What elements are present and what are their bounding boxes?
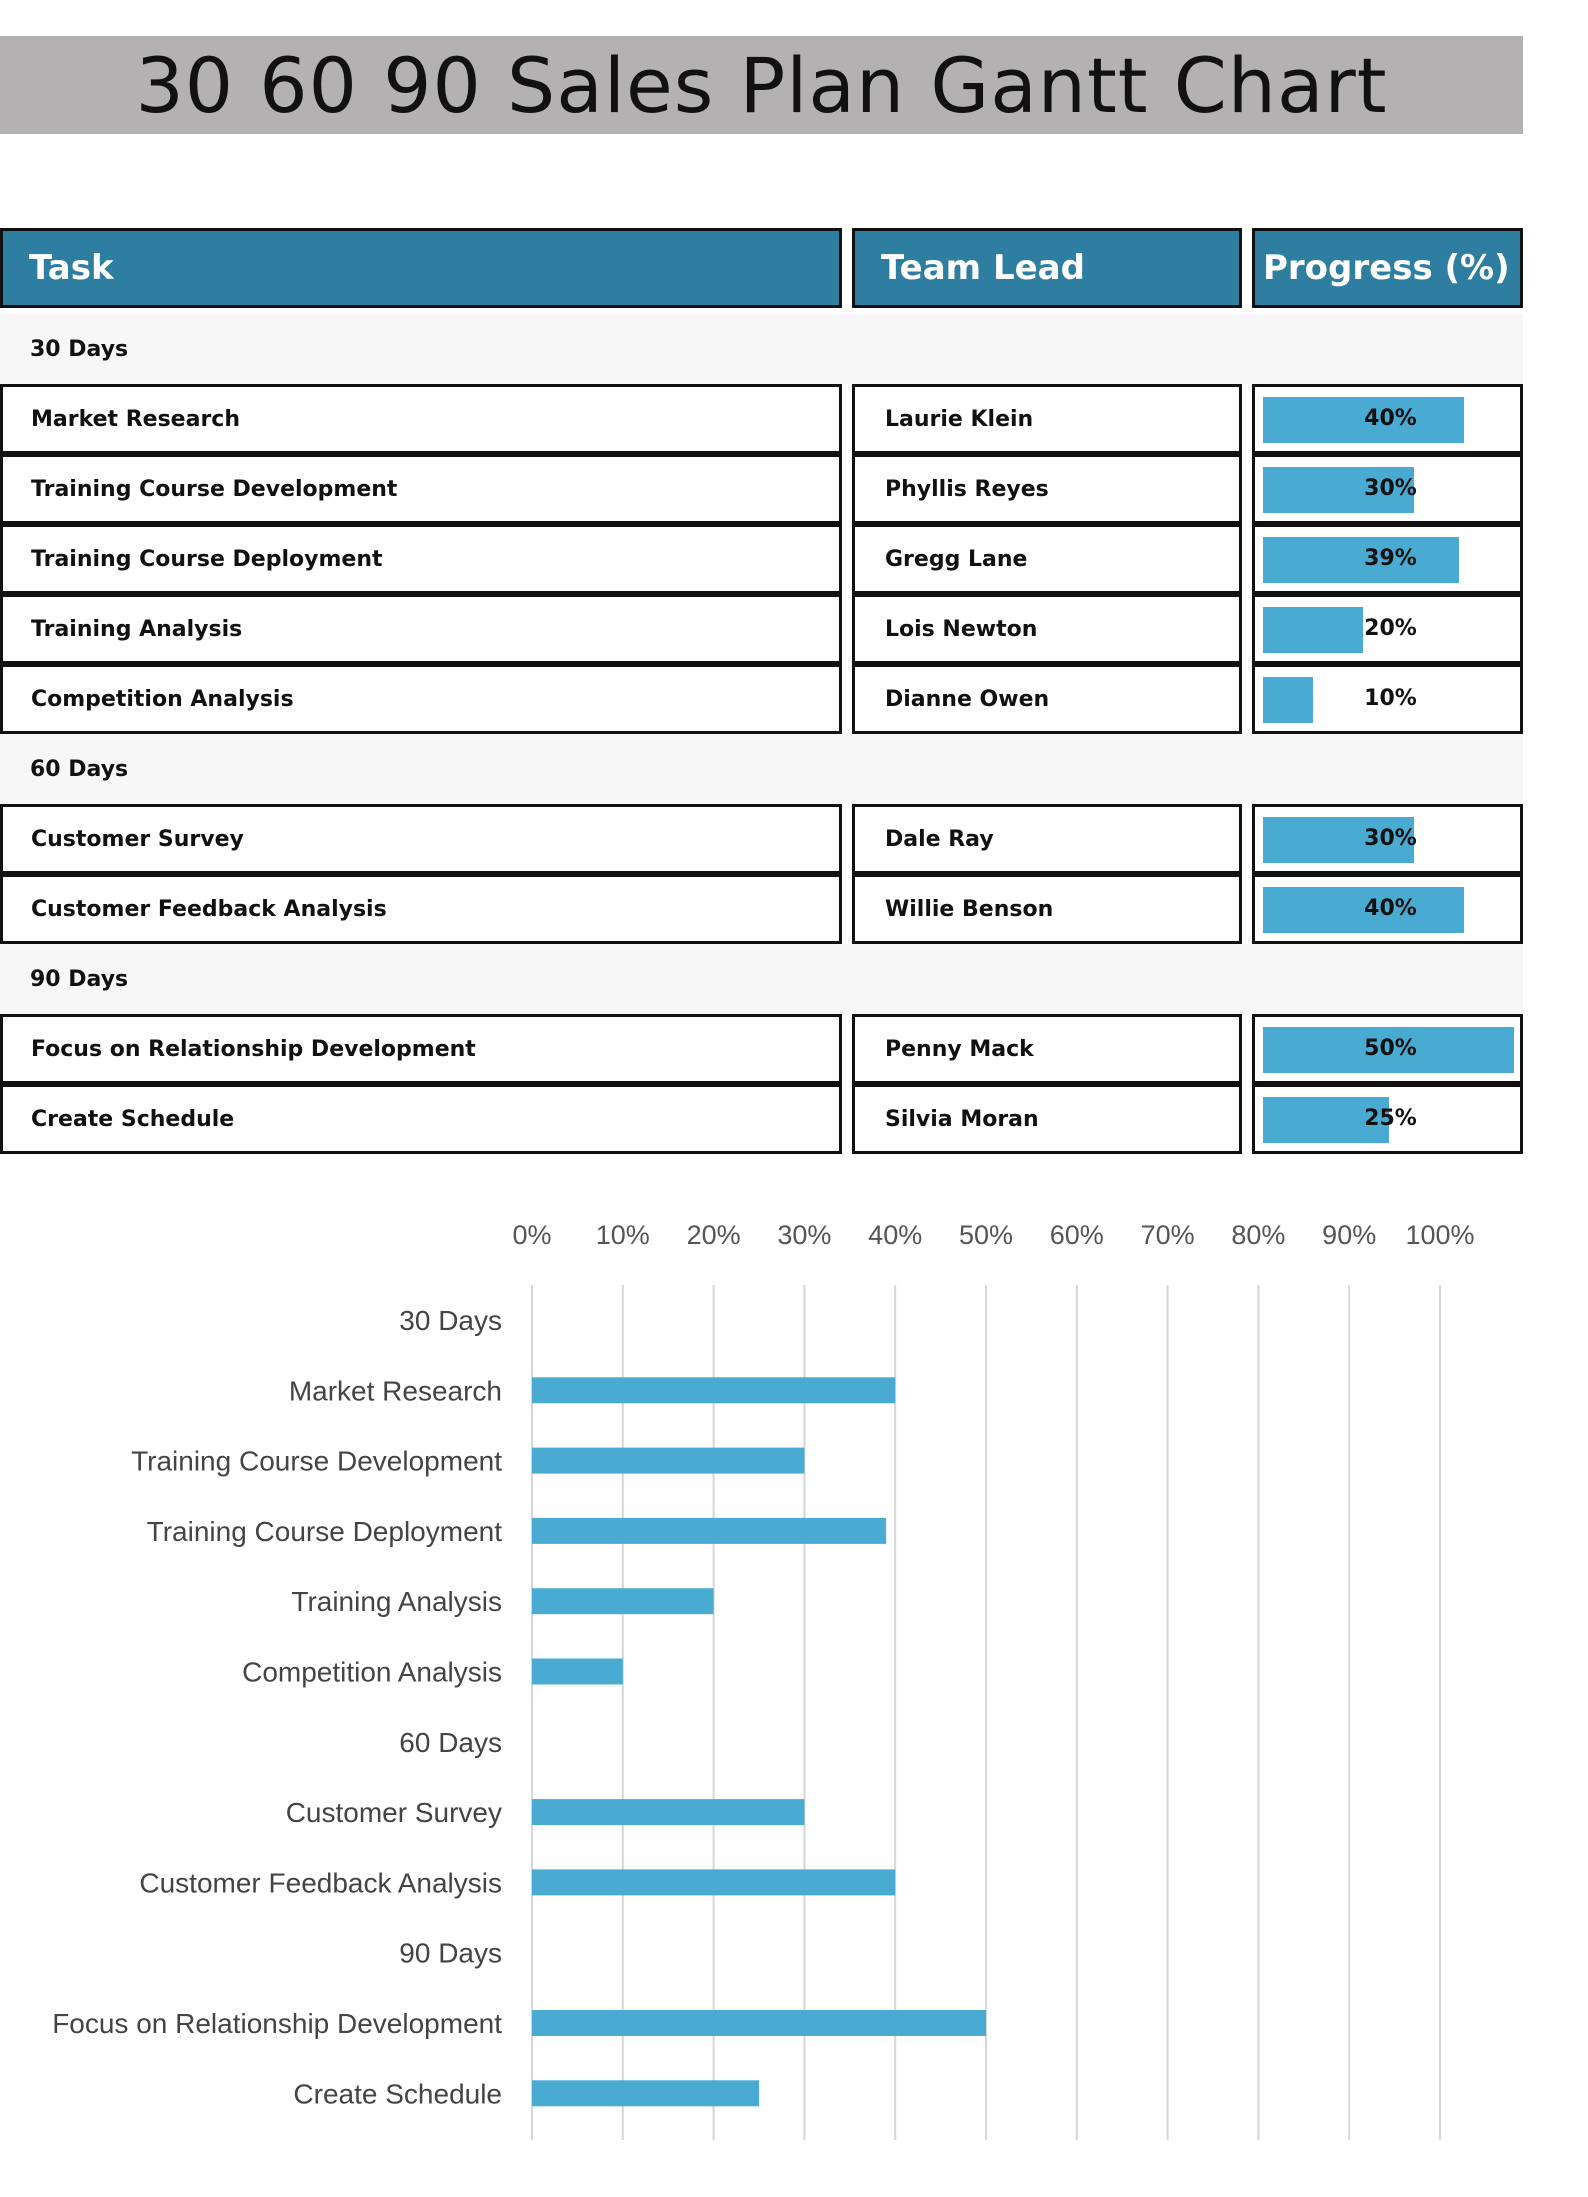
- team-lead-cell: Lois Newton: [852, 594, 1242, 664]
- task-cell: Training Course Deployment: [0, 524, 842, 594]
- task-cell: Training Course Development: [0, 454, 842, 524]
- progress-cell: [1252, 874, 1523, 944]
- section-label: 60 Days: [30, 756, 129, 782]
- team-lead-cell: Dale Ray: [852, 804, 1242, 874]
- header-task: Task: [0, 228, 842, 308]
- task-cell: Competition Analysis: [0, 664, 842, 734]
- task-cell: Customer Survey: [0, 804, 842, 874]
- bar: [532, 1448, 804, 1474]
- category-label: 90 Days: [399, 1937, 502, 1969]
- category-label: Training Course Deployment: [146, 1515, 502, 1547]
- section-row: [0, 734, 1523, 804]
- progress-label: 20%: [1364, 616, 1417, 641]
- x-tick-label: 50%: [958, 1220, 1014, 1250]
- x-tick-label: 20%: [686, 1220, 741, 1250]
- task-cell: Focus on Relationship Development: [0, 1014, 842, 1084]
- header-team-lead: Team Lead: [852, 228, 1242, 308]
- progress-cell: [1252, 454, 1523, 524]
- category-label: Training Course Development: [131, 1445, 502, 1477]
- bar: [532, 1588, 714, 1614]
- progress-cell: [1252, 1014, 1523, 1084]
- team-lead-cell: Willie Benson: [852, 874, 1242, 944]
- section-row: [0, 944, 1523, 1014]
- bar: [532, 1869, 895, 1895]
- progress-cell: [1252, 1084, 1523, 1154]
- category-label: Training Analysis: [291, 1586, 502, 1618]
- category-label: 60 Days: [399, 1726, 502, 1758]
- progress-cell: [1252, 804, 1523, 874]
- title-bar: [0, 36, 1523, 134]
- team-lead-cell: Silvia Moran: [852, 1084, 1242, 1154]
- progress-cell: [1252, 594, 1523, 664]
- bar: [532, 2010, 986, 2036]
- progress-label: 10%: [1364, 686, 1417, 711]
- team-lead-cell: Gregg Lane: [852, 524, 1242, 594]
- category-label: Competition Analysis: [242, 1656, 502, 1688]
- page-title: 30 60 90 Sales Plan Gantt Chart: [135, 40, 1388, 130]
- bar: [532, 1518, 886, 1544]
- section-row: [0, 314, 1523, 384]
- category-label: Customer Feedback Analysis: [139, 1867, 502, 1899]
- progress-label: 30%: [1364, 826, 1417, 851]
- team-lead-cell: Laurie Klein: [852, 384, 1242, 454]
- x-tick-label: 70%: [1140, 1220, 1195, 1250]
- x-tick-label: 60%: [1049, 1220, 1104, 1250]
- progress-label: 25%: [1364, 1106, 1417, 1131]
- x-tick-label: 10%: [595, 1220, 650, 1250]
- progress-cell: [1252, 524, 1523, 594]
- progress-label: 40%: [1364, 406, 1417, 431]
- section-label: 90 Days: [30, 966, 129, 992]
- header-progress: Progress (%): [1252, 228, 1523, 308]
- category-label: Focus on Relationship Development: [52, 2008, 502, 2039]
- gantt-chart: [0, 1190, 1588, 2190]
- x-tick-label: 40%: [868, 1220, 923, 1250]
- progress-label: 40%: [1364, 896, 1417, 921]
- bar: [532, 1799, 804, 1825]
- bar: [532, 2080, 759, 2106]
- team-lead-cell: Penny Mack: [852, 1014, 1242, 1084]
- progress-cell: [1252, 664, 1523, 734]
- category-label: 30 Days: [399, 1305, 502, 1336]
- category-label: Customer Survey: [285, 1797, 502, 1829]
- category-label: Market Research: [288, 1375, 502, 1407]
- task-cell: Market Research: [0, 384, 842, 454]
- task-cell: Customer Feedback Analysis: [0, 874, 842, 944]
- bar: [532, 1659, 623, 1685]
- x-tick-label: 30%: [777, 1220, 832, 1250]
- task-cell: Create Schedule: [0, 1084, 842, 1154]
- team-lead-cell: Dianne Owen: [852, 664, 1242, 734]
- category-label: Create Schedule: [293, 2078, 502, 2110]
- progress-cell: [1252, 384, 1523, 454]
- progress-label: 50%: [1364, 1036, 1417, 1061]
- section-label: 30 Days: [30, 336, 129, 362]
- team-lead-cell: Phyllis Reyes: [852, 454, 1242, 524]
- progress-label: 39%: [1364, 546, 1417, 571]
- x-tick-label: 90%: [1322, 1220, 1377, 1250]
- progress-label: 30%: [1364, 476, 1417, 501]
- task-cell: Training Analysis: [0, 594, 842, 664]
- bar: [532, 1377, 895, 1403]
- x-tick-label: 0%: [512, 1220, 552, 1250]
- x-tick-label: 100%: [1405, 1220, 1475, 1250]
- x-tick-label: 80%: [1231, 1220, 1286, 1250]
